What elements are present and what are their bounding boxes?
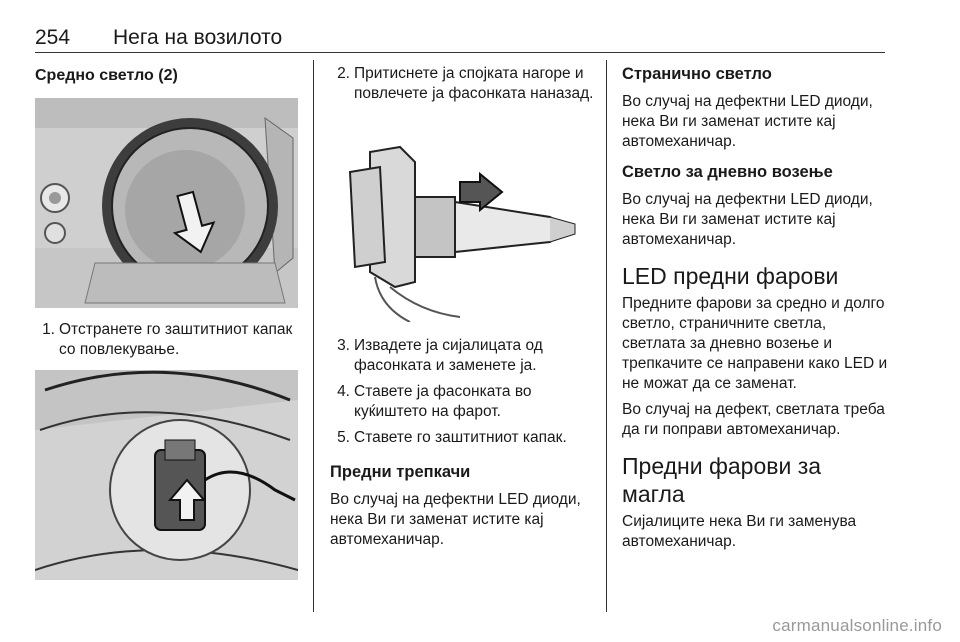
- instruction-step-4: [330, 382, 595, 422]
- section-text: Предните фарови за средно и долго светло, страничните светла, светлата за дневно возење и трепкачите се направени како LED и не можат да се заменат.: [622, 295, 888, 392]
- section-text: Во случај на дефектни LED диоди, нека Ви ги заменат истите кај автомеханичар.: [622, 93, 873, 150]
- step-number: 2.: [337, 65, 350, 82]
- step-text: Притиснете ја спојката нагоре и повлечете ја фасонката наназад.: [354, 65, 594, 102]
- watermark: carmanualsonline.info: [772, 616, 942, 635]
- section-heading: LED предни фарови: [622, 263, 839, 289]
- step-text: Ставете го заштитниот капак.: [354, 429, 567, 446]
- instruction-step-5: [330, 428, 595, 448]
- bulb-holder-illustration: [35, 370, 298, 580]
- step-text: Ставете ја фасонката во куќиштето на фарот.: [354, 383, 532, 420]
- step-text: Извадете ја сијалицата од фасонката и заменете ја.: [354, 337, 543, 374]
- section-text: Сијалиците нека Ви ги заменува автомеханичар.: [622, 513, 857, 550]
- section-heading: Странично светло: [622, 65, 772, 83]
- section-heading: Предни трепкачи: [330, 463, 471, 481]
- section-text: Во случај на дефектни LED диоди, нека Ви ги заменат истите кај автомеханичар.: [622, 191, 873, 248]
- figure-headlamp-cover: [35, 98, 298, 308]
- column-divider: [313, 60, 314, 612]
- section-text: Во случај на дефектни LED диоди, нека Ви ги заменат истите кај автомеханичар.: [330, 491, 581, 548]
- section-heading: Предни фарови за магла: [622, 453, 822, 507]
- instruction-step-3: [330, 336, 595, 376]
- instruction-step-1: [35, 320, 300, 360]
- page-title: Нега на возилото: [113, 26, 283, 49]
- headlamp-cover-illustration: [35, 98, 298, 308]
- page-header: [35, 22, 885, 53]
- column-2: [330, 62, 595, 550]
- bulb-illustration: [330, 112, 593, 322]
- step-text: Отстранете го заштитниот капак со повлекување.: [59, 321, 293, 358]
- figure-bulb-holder: [35, 370, 298, 580]
- column-1: [35, 62, 300, 580]
- step-number: 4.: [337, 383, 350, 400]
- page-number: 254: [35, 26, 71, 49]
- section-heading: Средно светло (2): [35, 67, 178, 84]
- step-number: 5.: [337, 429, 350, 446]
- figure-bulb: [330, 112, 593, 322]
- section-text: Во случај на дефект, светлата треба да ги поправи автомеханичар.: [622, 401, 885, 438]
- column-3: [622, 62, 888, 552]
- section-heading: Светло за дневно возење: [622, 163, 833, 181]
- step-number: 3.: [337, 337, 350, 354]
- column-divider: [606, 60, 607, 612]
- step-number: 1.: [42, 321, 55, 338]
- instruction-step-2: [330, 64, 595, 104]
